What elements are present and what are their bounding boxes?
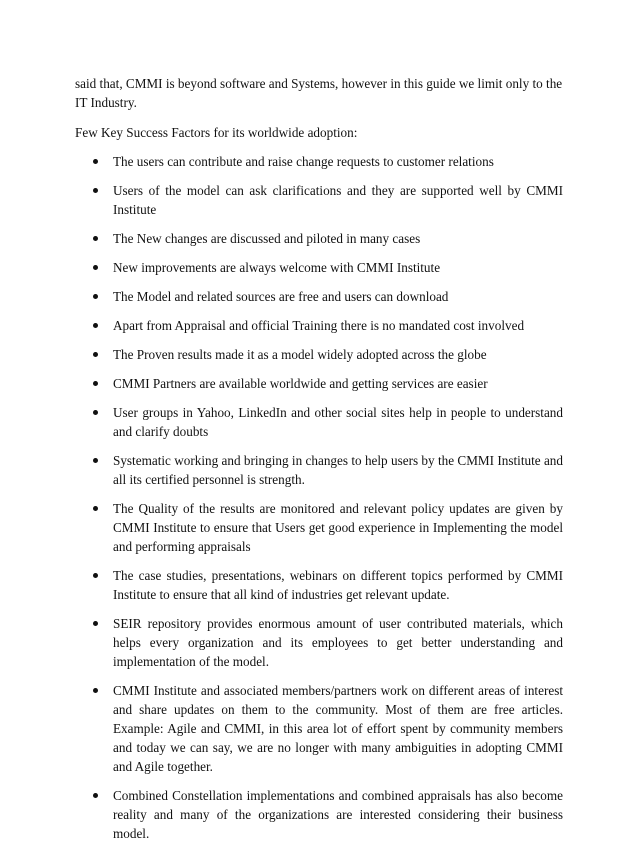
- bullet-icon: [90, 499, 100, 518]
- bullet-icon: [90, 258, 100, 277]
- list-item: [75, 229, 563, 248]
- list-item-text: Users of the model can ask clarifications and they are supported well by CMMI Institute: [113, 183, 563, 217]
- section-heading: Few Key Success Factors for its worldwide adoption:: [75, 125, 358, 140]
- list-item: [75, 316, 563, 335]
- list-item-text: The case studies, presentations, webinars on different topics performed by CMMI Institute to ensure that all kind of industries get relevant update.: [113, 568, 563, 602]
- list-item-text: The Quality of the results are monitored and relevant policy updates are given by CMMI Institute to ensure that Users get good experience in Implementing the model and performing appraisals: [113, 501, 563, 554]
- list-item-text: The New changes are discussed and piloted in many cases: [113, 231, 421, 246]
- bullet-icon: [90, 316, 100, 335]
- list-item-text: User groups in Yahoo, LinkedIn and other social sites help in people to understand and clarify doubts: [113, 405, 563, 439]
- bullet-icon: [90, 614, 100, 633]
- bullet-icon: [90, 152, 100, 171]
- list-item-text: CMMI Partners are available worldwide and getting services are easier: [113, 376, 488, 391]
- bullet-icon: [90, 345, 100, 364]
- list-item-text: Combined Constellation implementations and combined appraisals has also become reality and many of the organizations are interested considering their business model.: [113, 788, 563, 841]
- list-item-text: The users can contribute and raise change requests to customer relations: [113, 154, 494, 169]
- list-item: [75, 451, 563, 489]
- list-item: [75, 614, 563, 671]
- bullet-icon: [90, 451, 100, 470]
- bullet-icon: [90, 229, 100, 248]
- list-item-text: SEIR repository provides enormous amount of user contributed materials, which helps every organization and its employees to get better understanding and implementation of the model.: [113, 616, 563, 669]
- success-factors-list: [75, 152, 563, 843]
- bullet-icon: [90, 566, 100, 585]
- list-item: [75, 345, 563, 364]
- list-item: [75, 152, 563, 171]
- intro-paragraph: said that, CMMI is beyond software and Systems, however in this guide we limit only to the IT Industry.: [75, 76, 563, 110]
- list-item-text: New improvements are always welcome with CMMI Institute: [113, 260, 441, 275]
- list-item-text: CMMI Institute and associated members/partners work on different areas of interest and share updates on them to the community. Most of them are free articles. Example: Agile and CMMI, in this area lot of effort spent by community members and today we can say, we are no longer with many ambiguities in adopting CMMI and Agile together.: [113, 683, 563, 774]
- list-item: [75, 287, 563, 306]
- list-item: [75, 786, 563, 843]
- bullet-icon: [90, 287, 100, 306]
- page-content: [75, 74, 563, 853]
- bullet-icon: [90, 374, 100, 393]
- bullet-icon: [90, 786, 100, 805]
- list-item: [75, 566, 563, 604]
- list-item: [75, 499, 563, 556]
- list-item: [75, 181, 563, 219]
- list-item-text: The Proven results made it as a model widely adopted across the globe: [113, 347, 487, 362]
- list-item-text: Apart from Appraisal and official Training there is no mandated cost involved: [113, 318, 525, 333]
- list-item: [75, 681, 563, 776]
- bullet-icon: [90, 681, 100, 700]
- bullet-icon: [90, 181, 100, 200]
- bullet-icon: [90, 403, 100, 422]
- list-item: [75, 258, 563, 277]
- list-item: [75, 374, 563, 393]
- list-item-text: The Model and related sources are free and users can download: [113, 289, 449, 304]
- list-item: [75, 403, 563, 441]
- list-item-text: Systematic working and bringing in changes to help users by the CMMI Institute and all its certified personnel is strength.: [113, 453, 563, 487]
